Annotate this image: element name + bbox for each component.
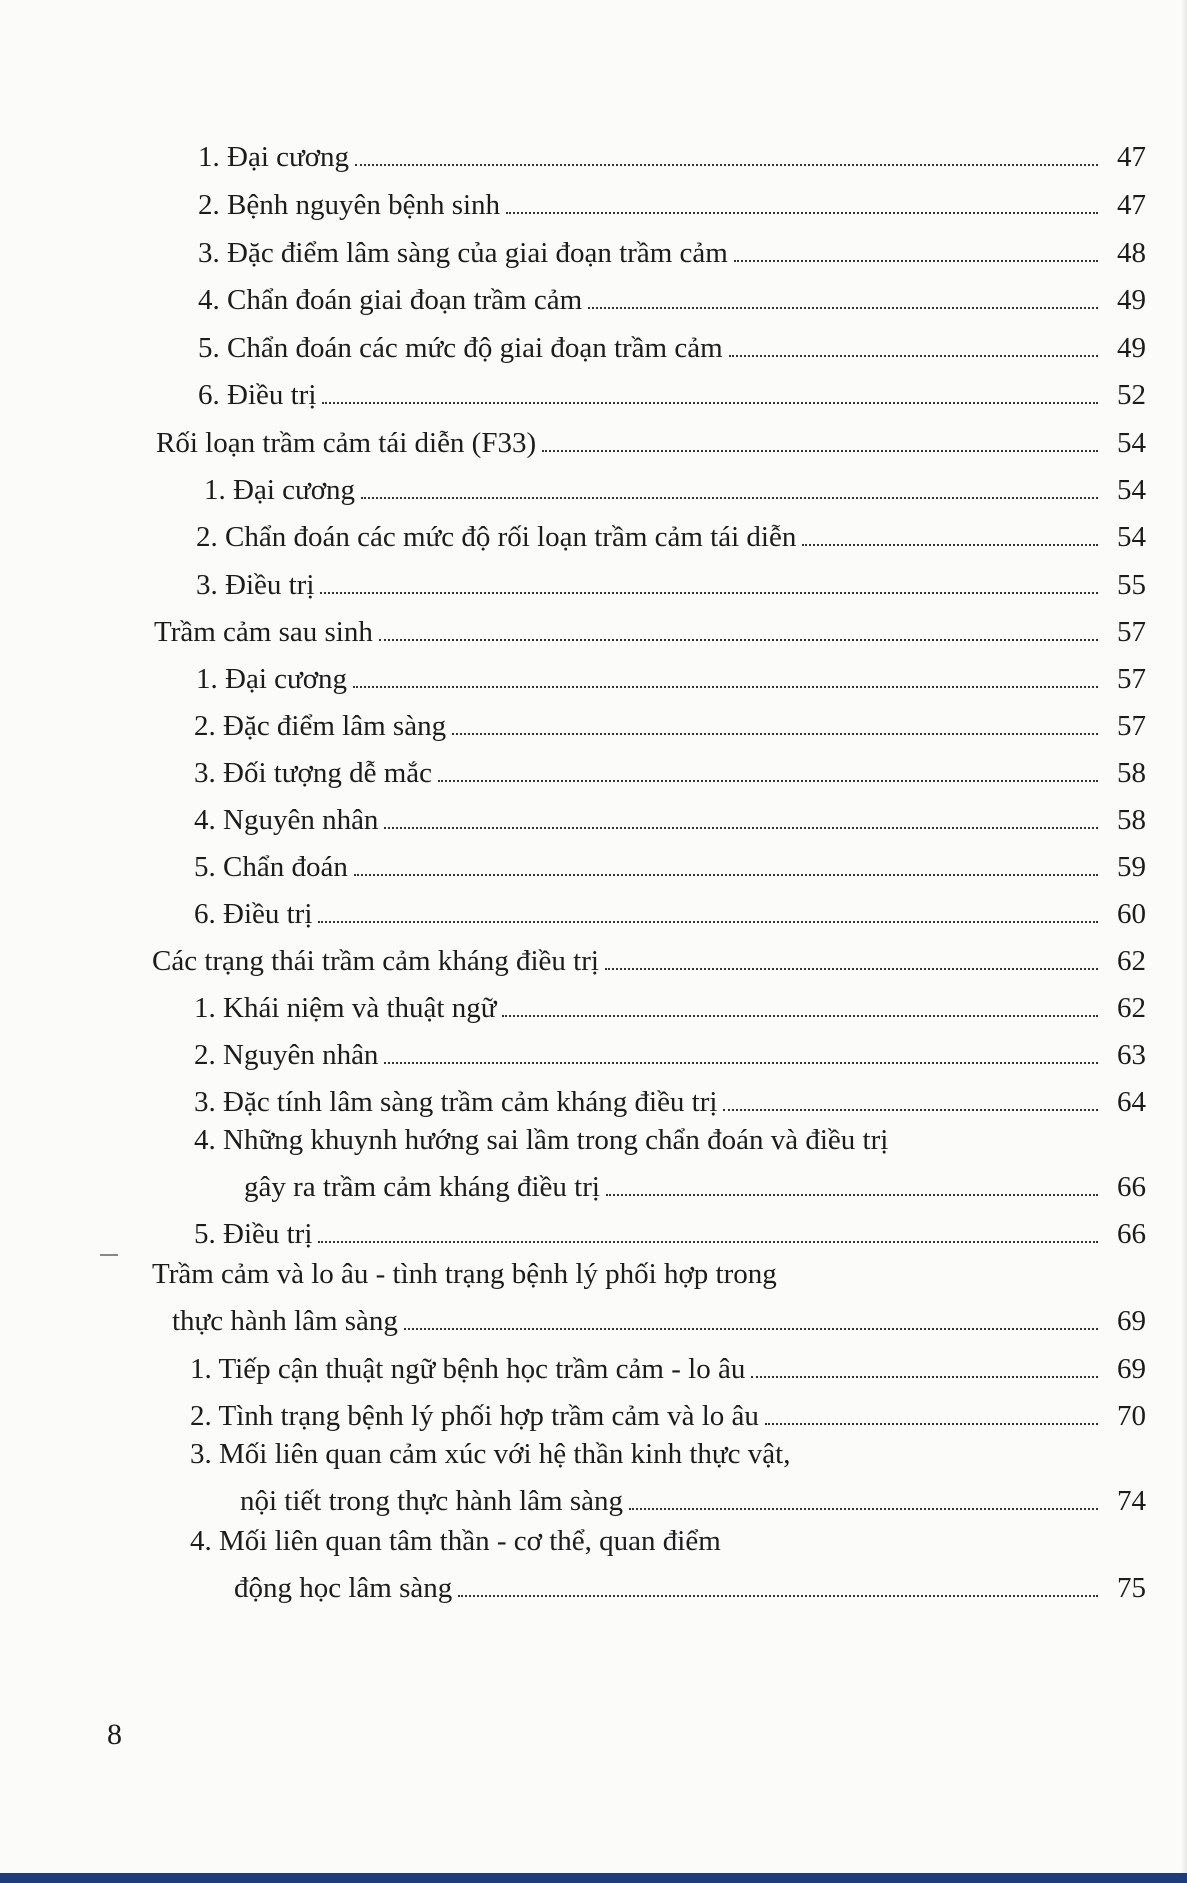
toc-entry [194,838,1146,884]
dot-leader [404,1328,1098,1330]
toc-entry-continuation [194,1160,1146,1204]
toc-entry-title: 3. Đối tượng dễ mắc [194,757,433,789]
toc-page-number: 70 [1117,1400,1146,1432]
toc-entry-title: 6. Điều trị [194,898,313,930]
toc-entry-title: 2. Nguyên nhân [194,1039,379,1071]
dot-leader [588,307,1098,309]
toc-page-number: 58 [1117,804,1146,836]
toc-page-number: 58 [1117,757,1146,789]
toc-entry-title: 1. Đại cương [204,474,356,506]
toc-entry [194,1026,1146,1072]
toc-entry [196,508,1146,554]
toc-entry-continuation [190,1561,1146,1605]
toc-page-number: 47 [1117,141,1146,173]
toc-entry [194,1120,1146,1204]
dot-leader [542,450,1098,452]
toc-entry [198,271,1146,317]
toc-page-number: 47 [1117,189,1146,221]
toc-entry-title: Trầm cảm và lo âu - tình trạng bệnh lý phối hợp trong [152,1258,777,1290]
dot-leader [458,1595,1098,1597]
dot-leader [629,1508,1098,1510]
toc-page-number: 66 [1117,1171,1146,1203]
toc-page-number: 55 [1117,569,1146,601]
dot-leader [379,639,1098,641]
toc-entry-title: 3. Mối liên quan cảm xúc với hệ thần kinh thực vật, [190,1438,791,1470]
toc-page-number: 57 [1117,616,1146,648]
toc-entry [190,1387,1146,1433]
toc-page-number: 57 [1117,710,1146,742]
toc-page-number: 75 [1117,1572,1146,1604]
toc-entry-title: 4. Những khuynh hướng sai lầm trong chẩn đoán và điều trị [194,1124,889,1156]
toc-entry-title-continued: thực hành lâm sàng [172,1305,398,1337]
toc-entry-title: 1. Khái niệm và thuật ngữ [194,992,497,1024]
toc-entry [190,1340,1146,1386]
dot-leader [452,733,1098,735]
toc-entry-title-continued: động học lâm sàng [234,1572,453,1604]
toc-entry-title: 2. Đặc điểm lâm sàng [194,710,447,742]
dot-leader [802,544,1098,546]
dot-leader [354,874,1098,876]
dot-leader [606,1194,1098,1196]
toc-entry-title: 5. Chẩn đoán [194,851,348,883]
toc-entry-title-continued: nội tiết trong thực hành lâm sàng [240,1485,623,1517]
dot-leader [751,1376,1098,1378]
toc-page-number: 74 [1117,1485,1146,1517]
toc-page-number: 63 [1117,1039,1146,1071]
toc-entry [194,697,1146,743]
toc-entry-title: 1. Đại cương [196,663,348,695]
dot-leader [384,827,1098,829]
toc-entry [198,224,1146,270]
toc-entry [196,650,1146,696]
toc-page-number: 62 [1117,992,1146,1024]
toc-entry [194,791,1146,837]
dot-leader [438,780,1098,782]
dot-leader [320,592,1098,594]
toc-page-number: 49 [1117,284,1146,316]
toc-entry [198,319,1146,365]
dot-leader [355,164,1098,166]
toc-entry [196,556,1146,602]
dot-leader [734,260,1098,262]
toc-page-number: 69 [1117,1305,1146,1337]
toc-entry-title: 4. Chẩn đoán giai đoạn trầm cảm [198,284,583,316]
toc-entry-title: 1. Tiếp cận thuật ngữ bệnh học trầm cảm - lo âu [190,1353,746,1385]
dot-leader [765,1423,1098,1425]
toc-entry [190,1521,1146,1605]
dot-leader [384,1062,1098,1064]
toc-section-entry [154,603,1146,649]
toc-entry-title-continued: gây ra trầm cảm kháng điều trị [244,1171,600,1203]
toc-entry-title: 2. Bệnh nguyên bệnh sinh [198,189,501,221]
toc-section-entry [156,414,1146,460]
toc-entry [194,744,1146,790]
dot-leader [605,968,1098,970]
page-number: 8 [107,1718,122,1751]
toc-entry-title: 6. Điều trị [198,379,317,411]
toc-page-number: 57 [1117,663,1146,695]
dot-leader [318,921,1098,923]
toc-entry [198,128,1146,174]
toc-entry [194,979,1146,1025]
toc-page-number: 60 [1117,898,1146,930]
toc-entry [190,1434,1146,1518]
toc-page-number: 59 [1117,851,1146,883]
toc-entry [194,1073,1146,1119]
toc-entry-title: 4. Mối liên quan tâm thần - cơ thể, quan điểm [190,1525,721,1557]
toc-page-number: 64 [1117,1086,1146,1118]
toc-entry [204,461,1146,507]
toc-page-number: 69 [1117,1353,1146,1385]
page-edge-shadow [1181,0,1187,1883]
toc-entry-title: 3. Đặc điểm lâm sàng của giai đoạn trầm cảm [198,237,728,269]
dot-leader [318,1241,1098,1243]
margin-mark [100,1254,118,1256]
toc-entry-title: 5. Chẩn đoán các mức độ giai đoạn trầm cảm [198,332,723,364]
toc-section-entry [152,1254,1146,1338]
toc-page-number: 48 [1117,237,1146,269]
toc-entry-title: 1. Đại cương [198,141,350,173]
toc-entry-title: 2. Tình trạng bệnh lý phối hợp trầm cảm và lo âu [190,1400,759,1432]
dot-leader [723,1109,1098,1111]
toc-entry-title: 3. Đặc tính lâm sàng trầm cảm kháng điều trị [194,1086,718,1118]
toc-entry-title: Các trạng thái trầm cảm kháng điều trị [152,945,599,977]
dot-leader [322,402,1098,404]
toc-page-number: 52 [1117,379,1146,411]
toc-page-number: 66 [1117,1218,1146,1250]
toc-page-number: 62 [1117,945,1146,977]
dot-leader [353,686,1098,688]
toc-entry-title: 4. Nguyên nhân [194,804,379,836]
toc-entry [198,176,1146,222]
toc-page-number: 54 [1117,427,1146,459]
bottom-border-band [0,1873,1187,1883]
toc-entry-title: Trầm cảm sau sinh [154,616,373,648]
dot-leader [502,1015,1098,1017]
toc-entry-continuation [152,1294,1146,1338]
toc-entry-title: 3. Điều trị [196,569,315,601]
toc-entry [194,885,1146,931]
toc-entry [194,1205,1146,1251]
dot-leader [361,497,1098,499]
toc-entry-title: Rối loạn trầm cảm tái diễn (F33) [156,427,537,459]
toc-page-number: 49 [1117,332,1146,364]
toc-entry-title: 2. Chẩn đoán các mức độ rối loạn trầm cảm tái diễn [196,521,797,553]
toc-entry-continuation [190,1474,1146,1518]
toc-section-entry [152,932,1146,978]
toc-page-number: 54 [1117,521,1146,553]
dot-leader [729,355,1098,357]
toc-page-number: 54 [1117,474,1146,506]
toc-entry-title: 5. Điều trị [194,1218,313,1250]
toc-entry [198,366,1146,412]
dot-leader [506,212,1098,214]
